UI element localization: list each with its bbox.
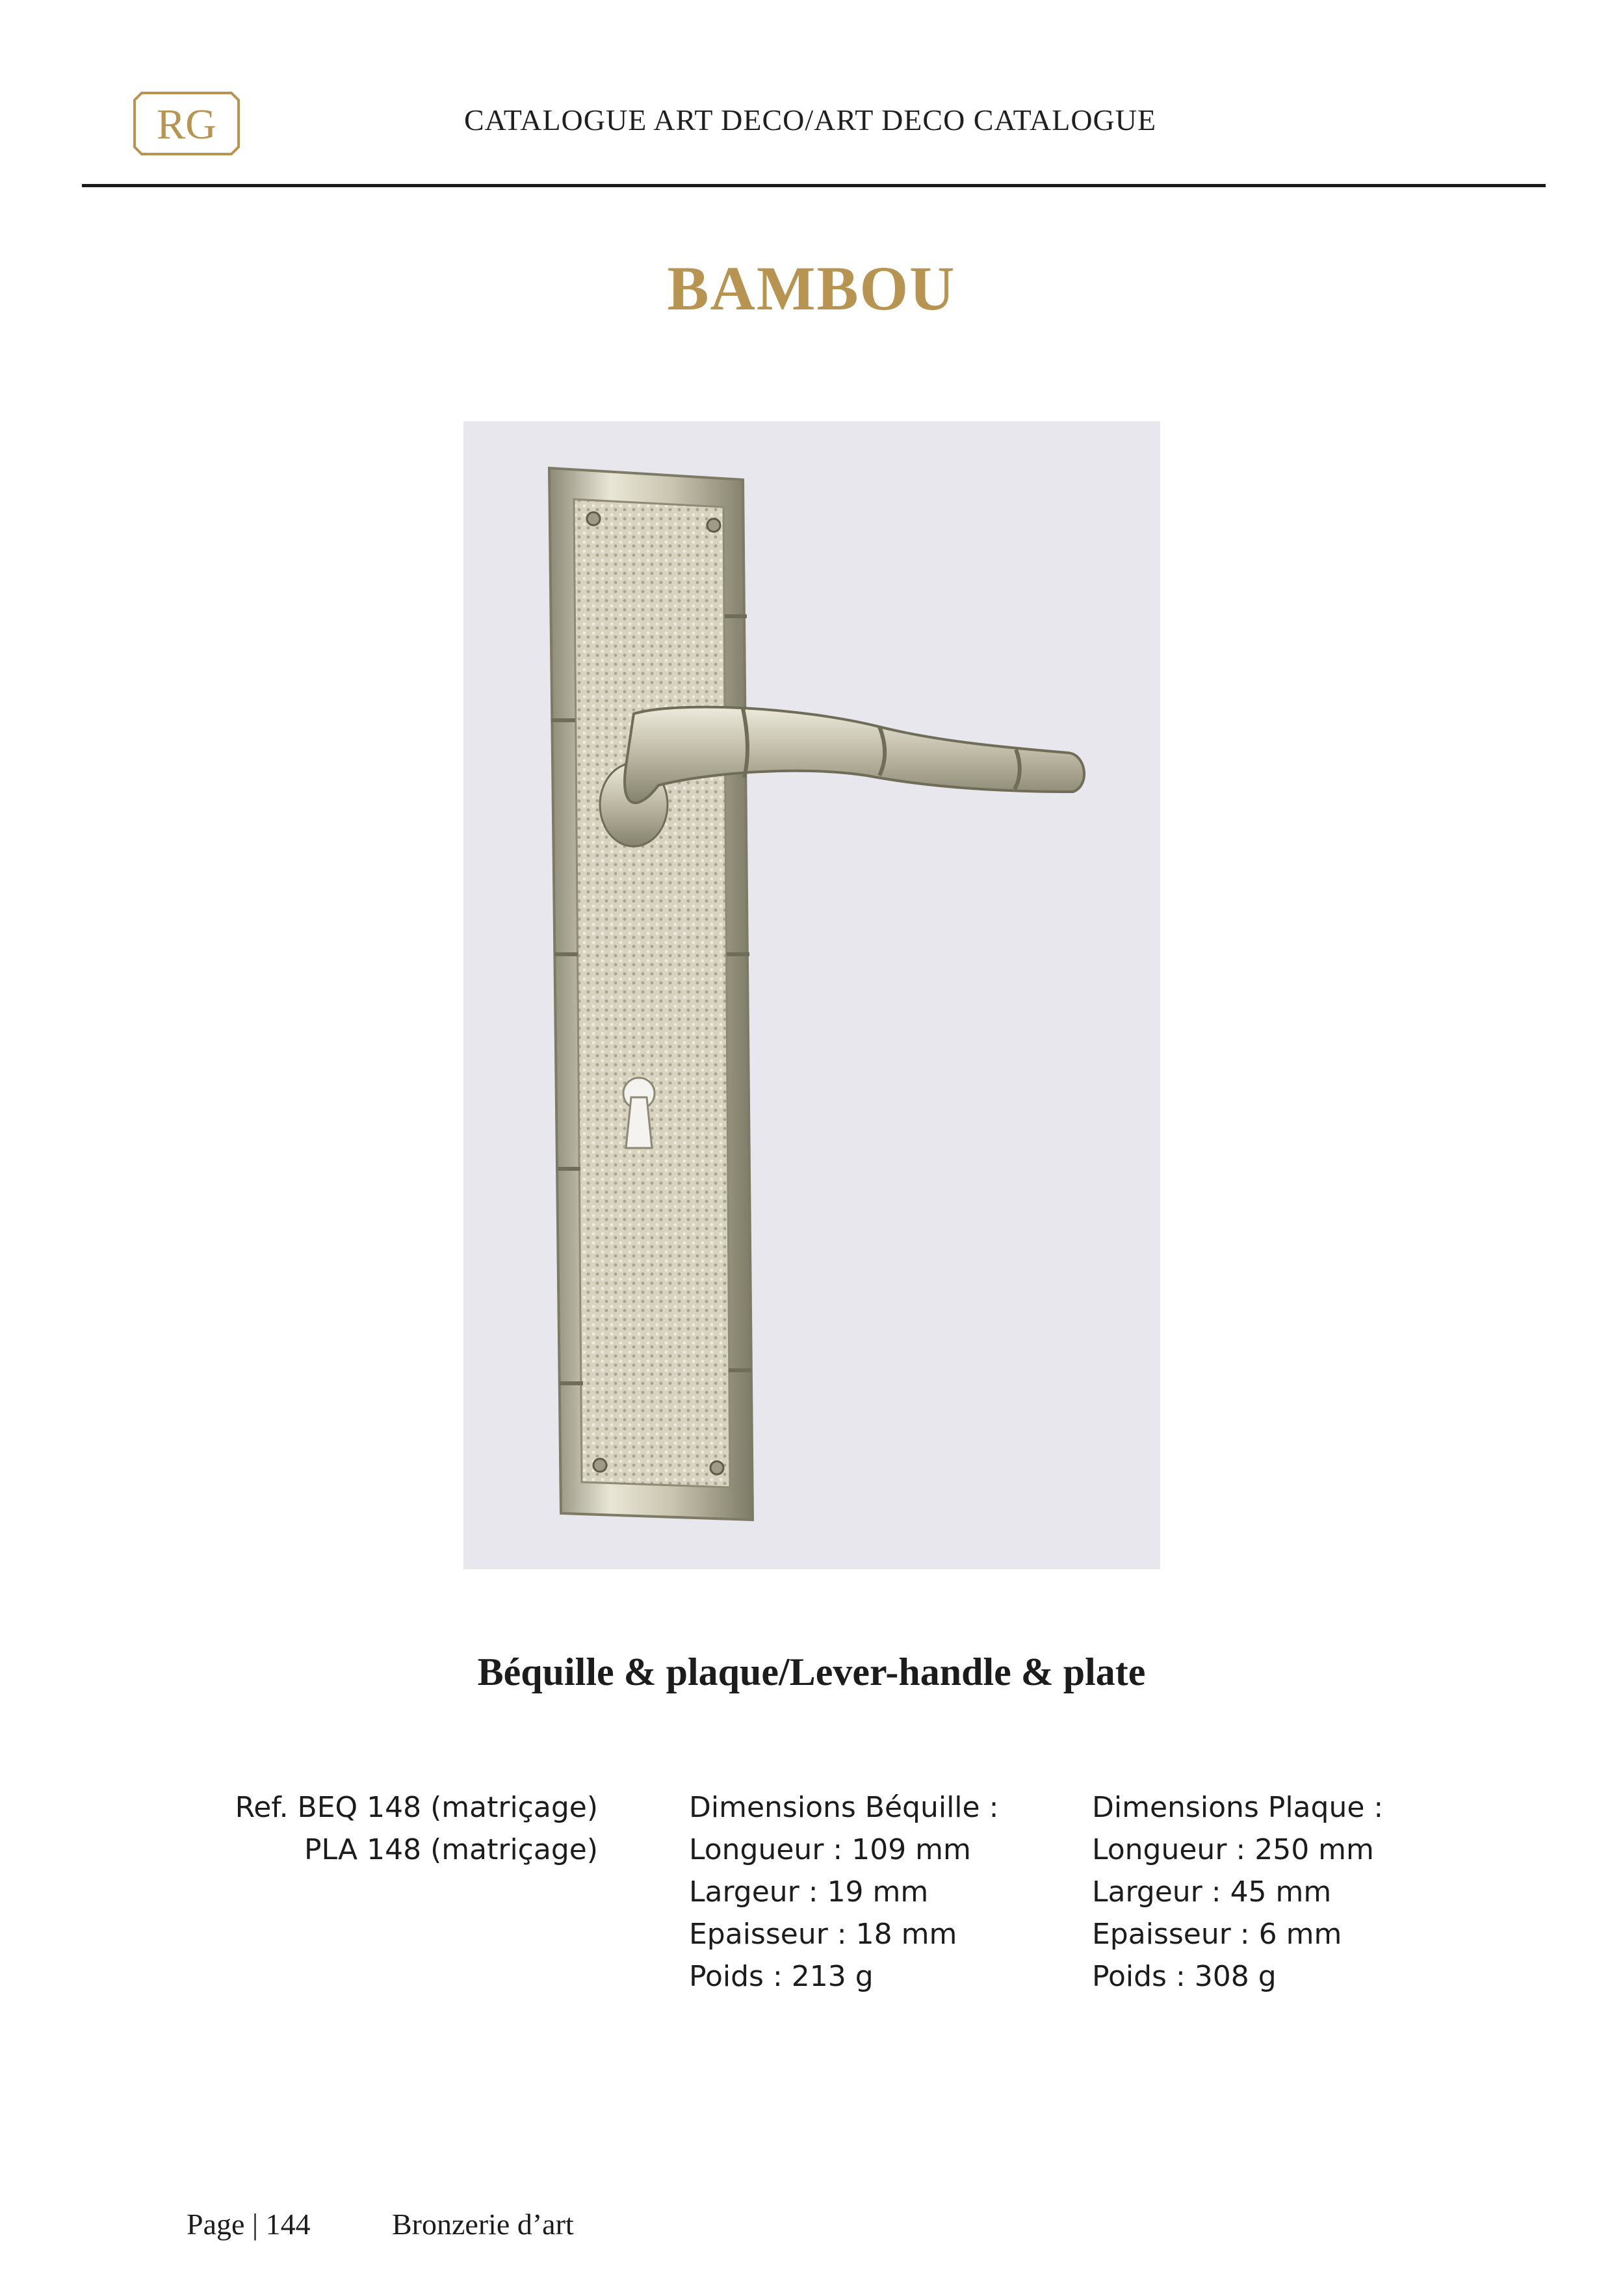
reference-beq: Ref. BEQ 148 (matriçage) (235, 1791, 598, 1824)
plaque-thickness: Epaisseur : 6 mm (1092, 1918, 1342, 1951)
bequille-heading: Dimensions Béquille : (689, 1791, 999, 1824)
catalogue-header-title: CATALOGUE ART DECO/ART DECO CATALOGUE (464, 103, 1157, 137)
reference-column (234, 1786, 598, 1871)
lever-handle-plate-photo (463, 421, 1160, 1569)
bequille-dimensions (689, 1786, 1053, 1998)
rg-logo (133, 91, 240, 156)
plaque-width: Largeur : 45 mm (1092, 1875, 1332, 1909)
plaque-dimensions (1092, 1786, 1495, 1998)
plaque-heading: Dimensions Plaque : (1092, 1791, 1384, 1824)
bequille-width: Largeur : 19 mm (689, 1875, 929, 1909)
page-number: Page | 144 (187, 2208, 311, 2241)
header-divider (82, 184, 1546, 187)
plaque-weight: Poids : 308 g (1092, 1960, 1277, 1993)
plaque-length: Longueur : 250 mm (1092, 1833, 1374, 1866)
page-title: BAMBOU (667, 254, 956, 323)
logo-text: RG (157, 101, 216, 148)
product-caption: Béquille & plaque/Lever-handle & plate (477, 1650, 1146, 1693)
bequille-thickness: Epaisseur : 18 mm (689, 1918, 957, 1951)
footer-brand: Bronzerie d’art (392, 2208, 574, 2241)
reference-pla: PLA 148 (matriçage) (304, 1833, 598, 1866)
bequille-weight: Poids : 213 g (689, 1960, 874, 1993)
bequille-length: Longueur : 109 mm (689, 1833, 971, 1866)
